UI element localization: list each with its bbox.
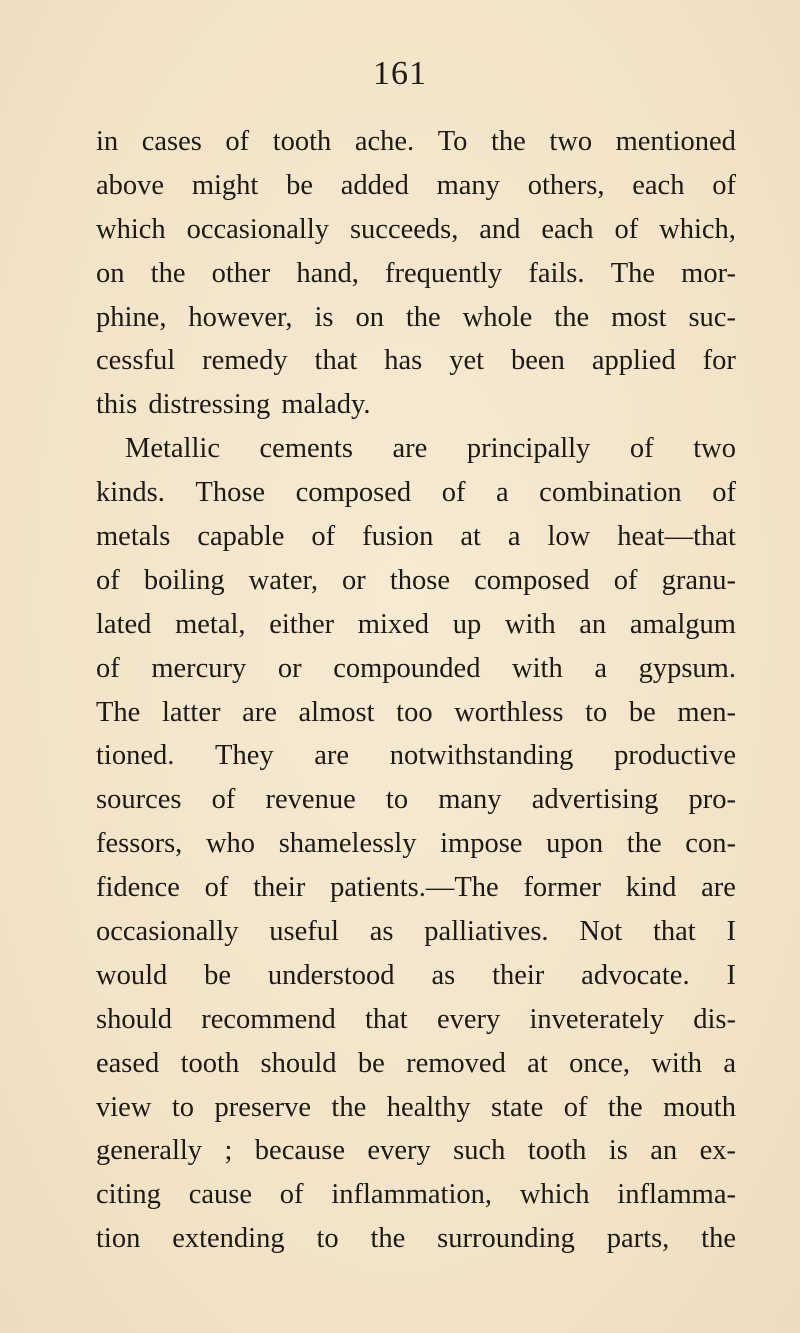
word: ; (224, 1135, 233, 1167)
word: be (628, 696, 656, 728)
text-line (96, 427, 736, 471)
word: are (701, 872, 736, 904)
word: fessors, (96, 828, 183, 860)
word: whole (462, 301, 533, 333)
word: fidence (96, 872, 180, 904)
word: the (405, 301, 441, 333)
word: of (629, 433, 654, 465)
word: many (438, 784, 502, 816)
word: that (652, 916, 696, 948)
word: the (150, 257, 186, 289)
word: They (215, 740, 274, 772)
word: Those (195, 477, 266, 509)
word: useful (269, 916, 339, 948)
word: of (712, 169, 736, 201)
text-line (96, 252, 736, 296)
word: an (579, 608, 607, 640)
word: inflamma- (617, 1179, 736, 1211)
word: tooth (180, 1047, 240, 1079)
word: as (431, 959, 456, 991)
word: of (563, 1091, 588, 1123)
word: inflammation, (331, 1179, 493, 1211)
word: of (211, 784, 236, 816)
word: should (96, 1003, 173, 1035)
word: water, (248, 564, 318, 596)
text-line (96, 208, 736, 252)
word: The (96, 696, 141, 728)
word: the (554, 301, 590, 333)
text-line (96, 998, 736, 1042)
word: mercury (151, 652, 247, 684)
word: of (96, 564, 120, 596)
text-line (96, 1129, 736, 1173)
word: of (613, 564, 638, 596)
text-line (96, 954, 736, 998)
word: are (314, 740, 350, 772)
text-line (96, 1042, 736, 1086)
word: The (610, 257, 655, 289)
word: gypsum. (638, 652, 736, 684)
word: eased (96, 1047, 160, 1079)
word: mor- (681, 257, 736, 289)
word: of (96, 652, 120, 684)
word: should (260, 1047, 337, 1079)
word: parts, (606, 1223, 670, 1255)
word: recommend (201, 1003, 336, 1035)
word: the (626, 828, 662, 860)
word: tooth (527, 1135, 587, 1167)
word: men- (677, 696, 736, 728)
word: to (385, 784, 409, 816)
word: on (96, 257, 125, 289)
word: others, (527, 169, 605, 201)
word: too (396, 696, 433, 728)
word: low (547, 521, 591, 553)
word: heat—that (617, 521, 736, 553)
text-line (96, 691, 736, 735)
word: tooth (272, 126, 332, 157)
word: boiling (143, 564, 225, 596)
word: as (369, 916, 394, 948)
word: an (650, 1135, 678, 1167)
word: principally (466, 433, 591, 465)
word: however, (188, 301, 293, 333)
word: has (384, 345, 423, 377)
word: because (254, 1135, 345, 1167)
word: of (441, 477, 466, 509)
word: distressing (148, 389, 271, 421)
word: at (460, 521, 481, 553)
word: composed (295, 477, 412, 509)
word: other (211, 257, 271, 289)
word: advocate. (581, 959, 690, 991)
word: tion (96, 1223, 141, 1255)
word: many (436, 169, 500, 201)
word: I (726, 916, 736, 948)
word: be (286, 169, 314, 201)
word: the (701, 1223, 736, 1255)
word: been (511, 345, 565, 377)
text-line (96, 471, 736, 515)
word: to (171, 1091, 195, 1123)
word: palliatives. (424, 916, 549, 948)
word: is (314, 301, 334, 333)
text-line (96, 383, 736, 427)
word: is (608, 1135, 628, 1167)
word: cements (259, 433, 353, 465)
word: To (437, 126, 468, 157)
word: extending (172, 1223, 285, 1255)
word: are (242, 696, 277, 728)
word: impose (440, 828, 523, 860)
word: applied (591, 345, 676, 377)
word: cause (188, 1179, 252, 1211)
word: of (225, 126, 250, 157)
word: I (726, 959, 736, 991)
word: amalgum (629, 608, 736, 640)
word: citing (96, 1179, 161, 1211)
word: or (342, 564, 366, 596)
word: Not (579, 916, 623, 948)
word: Metallic (125, 433, 220, 465)
text-line (96, 910, 736, 954)
word: granu- (661, 564, 736, 596)
word: a (495, 477, 509, 509)
word: might (191, 169, 259, 201)
word: hand, (296, 257, 359, 289)
word: their (492, 959, 545, 991)
word: understood (267, 959, 395, 991)
word: patients.—The (330, 872, 499, 904)
word: with (512, 652, 563, 684)
word: either (269, 608, 335, 640)
word: in (96, 126, 119, 157)
word: for (702, 345, 736, 377)
word: occasionally (186, 213, 330, 245)
word: kinds. (96, 477, 165, 509)
word: ache. (354, 126, 415, 157)
word: almost (298, 696, 375, 728)
word: above (96, 169, 165, 201)
word: a (507, 521, 521, 553)
word: be (357, 1047, 385, 1079)
text-line (96, 778, 736, 822)
word: each (632, 169, 685, 201)
word: shamelessly (278, 828, 417, 860)
word: fails. (528, 257, 585, 289)
text-line (96, 734, 736, 778)
word: yet (449, 345, 485, 377)
word: once, (569, 1047, 631, 1079)
word: phine, (96, 301, 167, 333)
word: remedy (202, 345, 288, 377)
word: inveterately (529, 1003, 664, 1035)
text-line (96, 822, 736, 866)
word: a (723, 1047, 736, 1079)
word: fusion (362, 521, 434, 553)
word: of (279, 1179, 304, 1211)
text-line (96, 339, 736, 383)
word: their (253, 872, 306, 904)
word: cases (141, 126, 202, 157)
word: kind (625, 872, 677, 904)
word: mentioned (615, 126, 736, 157)
word: which, (659, 213, 736, 245)
text-line (96, 1217, 736, 1261)
text-line (96, 647, 736, 691)
word: two (549, 126, 593, 157)
word: on (355, 301, 384, 333)
word: up (452, 608, 482, 640)
text-line (96, 296, 736, 340)
word: former (523, 872, 601, 904)
word: combination (539, 477, 682, 509)
body-text (96, 120, 736, 1261)
word: most (611, 301, 667, 333)
word: state (491, 1091, 544, 1123)
word: suc- (688, 301, 736, 333)
word: notwithstanding (389, 740, 574, 772)
word: of (614, 213, 639, 245)
text-line (96, 1086, 736, 1130)
word: cessful (96, 345, 176, 377)
text-line (96, 515, 736, 559)
word: of (712, 477, 736, 509)
text-line (96, 164, 736, 208)
word: of (204, 872, 229, 904)
word: a (594, 652, 607, 684)
word: healthy (386, 1091, 471, 1123)
word: generally (96, 1135, 203, 1167)
word: preserve (214, 1091, 311, 1123)
word: latter (161, 696, 221, 728)
word: at (527, 1047, 548, 1079)
word: sources (96, 784, 182, 816)
word: every (367, 1135, 431, 1167)
word: metals (96, 521, 171, 553)
word: the (607, 1091, 643, 1123)
word: which (96, 213, 166, 245)
page-number: 161 (373, 55, 427, 92)
word: this (96, 389, 138, 421)
word: pro- (688, 784, 736, 816)
word: with (651, 1047, 703, 1079)
word: revenue (265, 784, 356, 816)
word: malady. (281, 389, 371, 421)
word: added (340, 169, 409, 201)
word: that (314, 345, 358, 377)
word: dis- (693, 1003, 736, 1035)
word: worthless (454, 696, 564, 728)
word: the (331, 1091, 367, 1123)
word: ex- (699, 1135, 736, 1167)
word: frequently (385, 257, 503, 289)
word: surrounding (437, 1223, 575, 1255)
word: or (277, 652, 302, 684)
word: view (96, 1091, 152, 1123)
word: compounded (333, 652, 481, 684)
text-line (96, 120, 736, 164)
word: are (392, 433, 428, 465)
text-line (96, 1173, 736, 1217)
word: composed (474, 564, 590, 596)
word: the (370, 1223, 406, 1255)
word: those (389, 564, 451, 596)
word: mixed (357, 608, 430, 640)
word: succeeds, (349, 213, 459, 245)
word: be (204, 959, 232, 991)
word: con- (685, 828, 736, 860)
word: such (453, 1135, 506, 1167)
word: occasionally (96, 916, 239, 948)
word: removed (406, 1047, 506, 1079)
word: that (364, 1003, 408, 1035)
word: upon (546, 828, 604, 860)
word: which (519, 1179, 590, 1211)
text-line (96, 866, 736, 910)
word: lated (96, 608, 152, 640)
word: with (504, 608, 556, 640)
word: capable (197, 521, 285, 553)
word: productive (614, 740, 736, 772)
word: mouth (663, 1091, 736, 1123)
word: two (693, 433, 736, 465)
word: and (479, 213, 521, 245)
text-line (96, 559, 736, 603)
word: metal, (175, 608, 246, 640)
word: the (490, 126, 526, 157)
word: who (205, 828, 256, 860)
word: tioned. (96, 740, 175, 772)
word: of (311, 521, 336, 553)
word: to (585, 696, 608, 728)
word: to (316, 1223, 339, 1255)
word: each (541, 213, 594, 245)
word: would (96, 959, 168, 991)
word: advertising (531, 784, 659, 816)
text-line (96, 603, 736, 647)
word: every (436, 1003, 501, 1035)
